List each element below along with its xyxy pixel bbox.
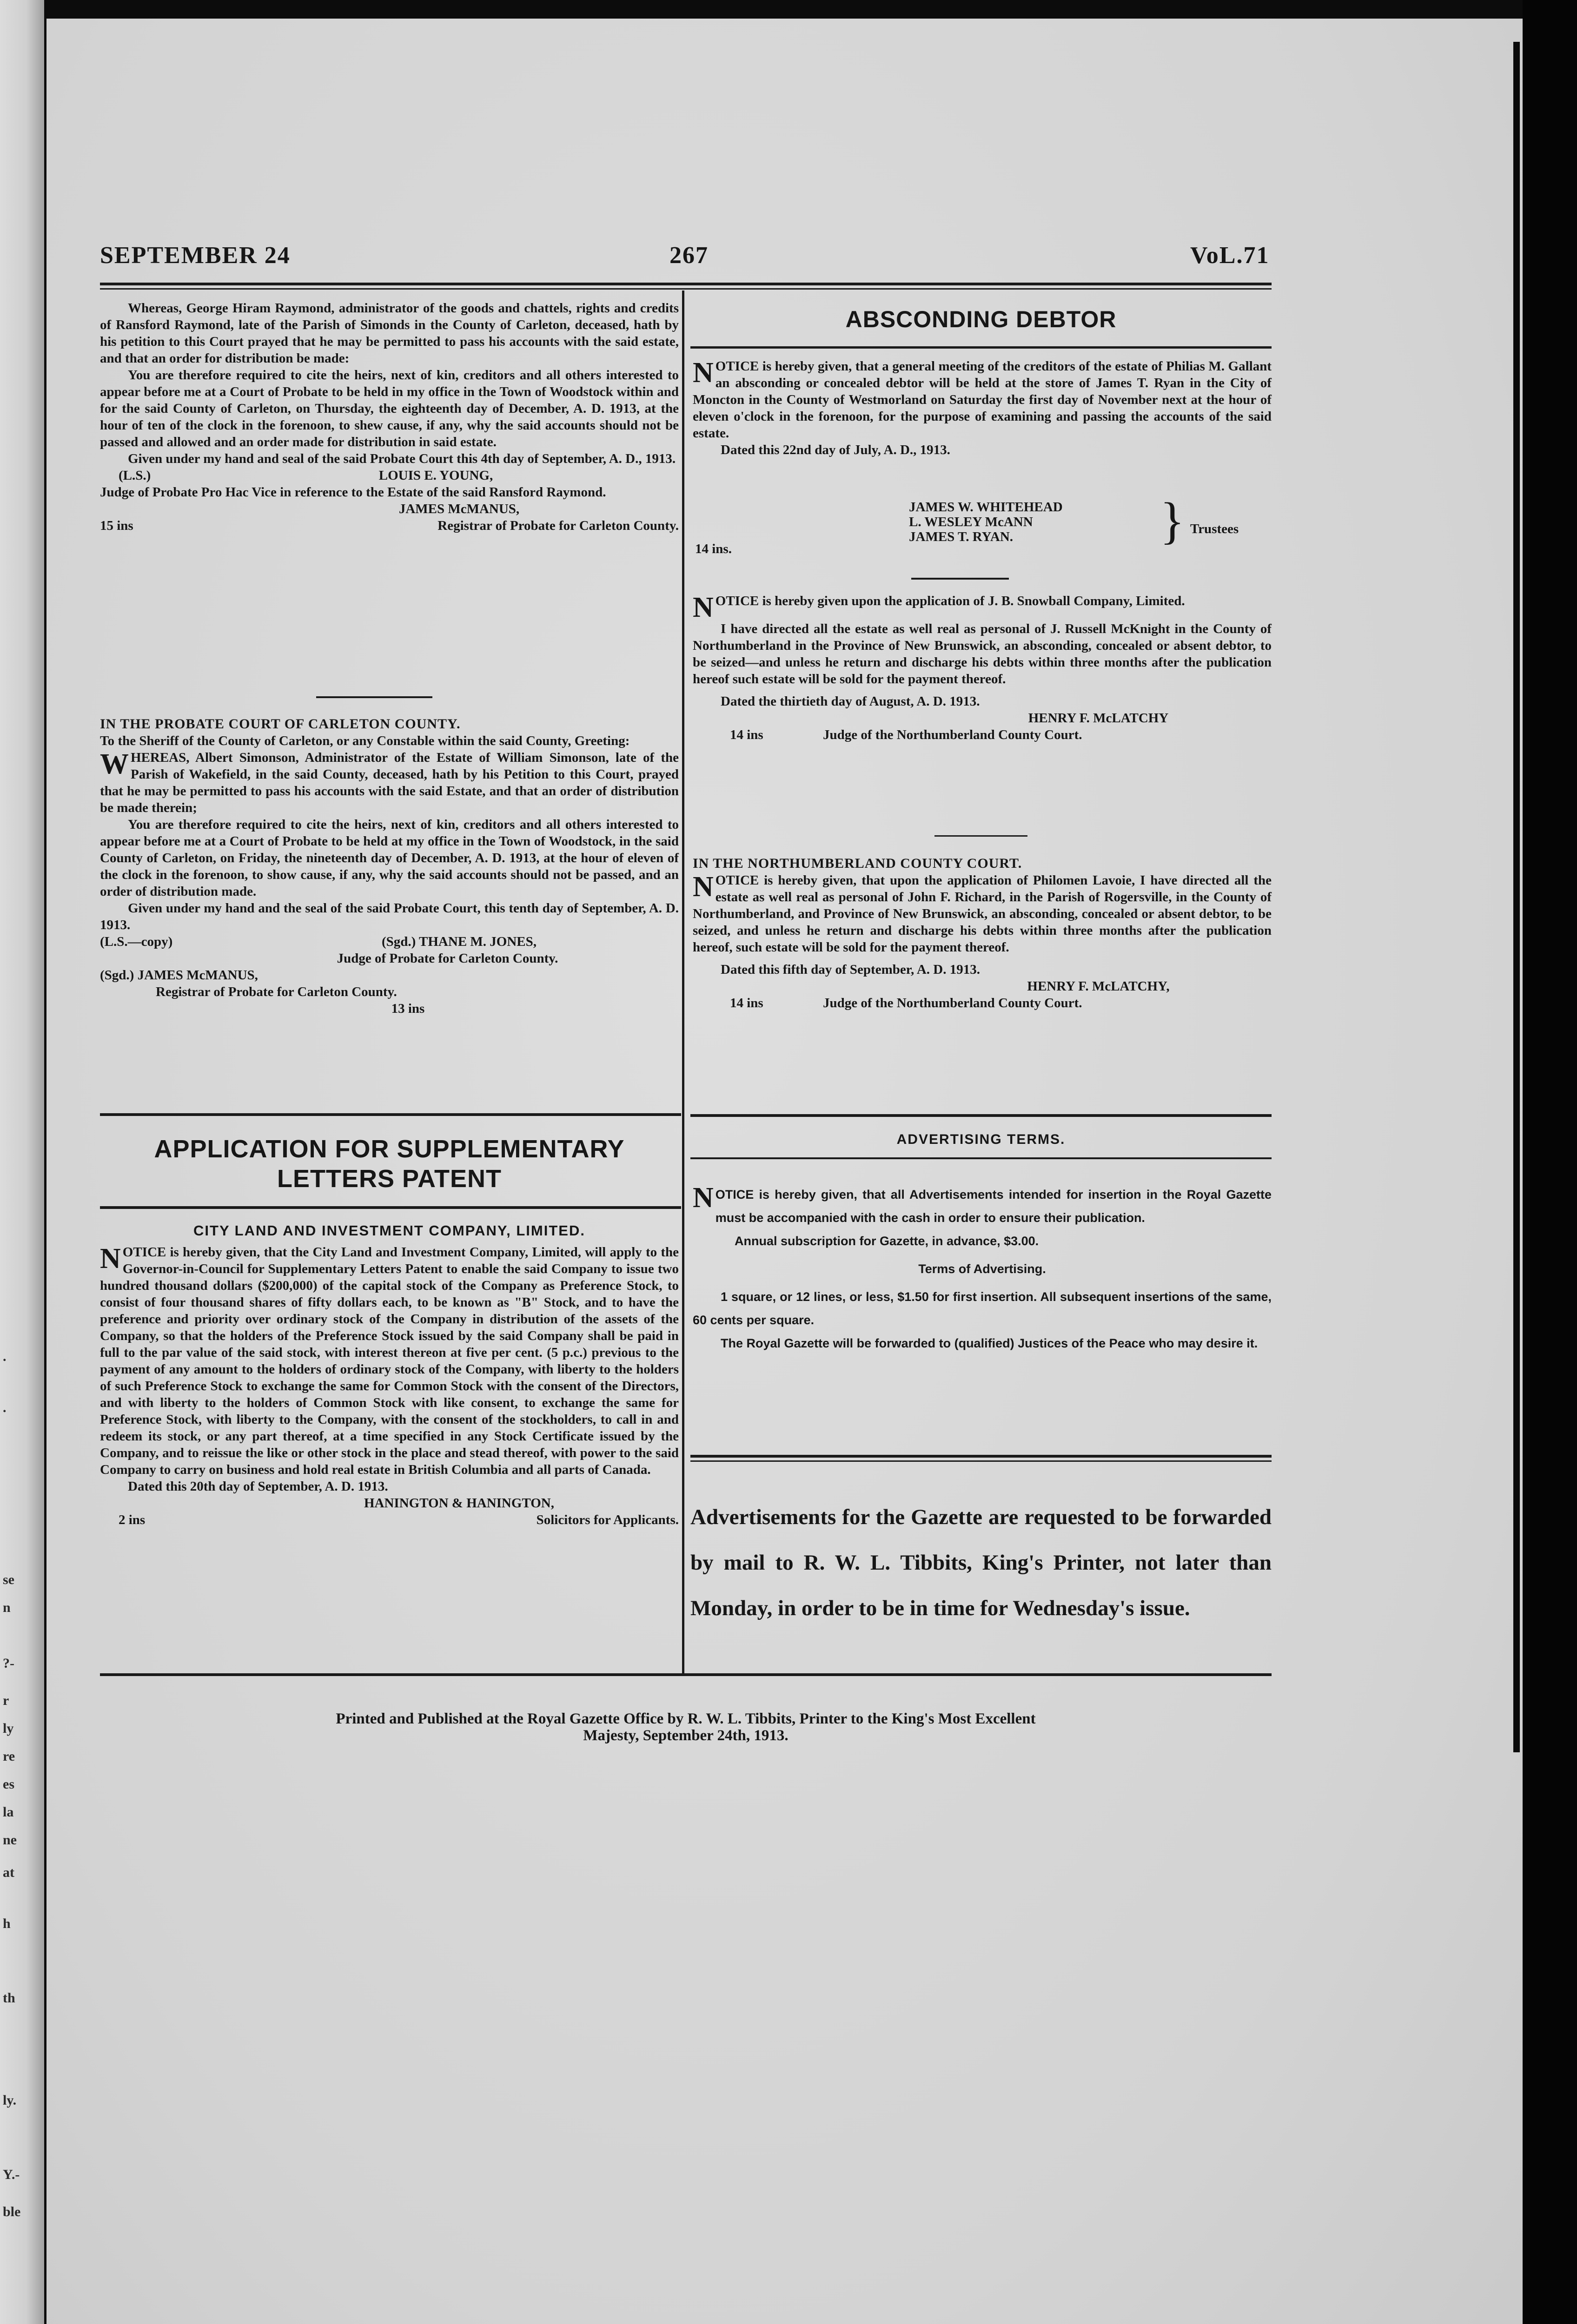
simonson-ins: 13 ins (391, 1001, 425, 1016)
simonson-registrar-title: Registrar of Probate for Carleton County. (156, 984, 397, 999)
snowball-signer: HENRY F. McLATCHY (1028, 711, 1169, 726)
snowball-dated: Dated the thirtieth day of August, A. D. 1913. (721, 694, 980, 709)
northumberland-signer-title: Judge of the Northumberland County Court. (823, 996, 1082, 1010)
margin-fragment: Y.- (3, 2167, 20, 2182)
trustee-1: JAMES W. WHITEHEAD (909, 500, 1063, 515)
application-p1: OTICE is hereby given, that the City Land and Investment Company, Limited, will apply to the Governor-in-Council for Supplementary Letters Patent to enable the said Company to issue two hundred thousand dollars ($200,000) of the capital stock of the Company as Preference Stock, to consist of four thousand shares of fifty dollars each, to be known as "B" Stock, and to have the preference and priority over ordinary stock of the Company in distribution of the assets of the Company, so that the holders of the Preference Stock issued by the said Company shall be paid in full to the par value of the said stock, with interest thereon at five per cent. (5 p.c.) previous to the payment of any amount to the holders of ordinary stock of the Company, with liberty to the holders of such Preference Stock to exchange the same for Common Stock with the consent of the Directors, and with liberty to the holders of Common Stock with like consent, to exchange the same for Preference Stock, with liberty to the Company, with the consent of the stockholders, to call in and redeem its stock, or any part thereof, at a time specified in any Stock Certificate issued by the Company, and to reissue the like or other stock in the place and stead thereof, with power to the said Company to carry on business and hold real estate in British Columbia and all parts of Canada. (100, 1245, 679, 1477)
margin-fragment: ne (3, 1832, 17, 1848)
raymond-registrar: JAMES McMANUS, (398, 502, 520, 516)
application-ins: 2 ins (119, 1512, 146, 1527)
simonson-to: To the Sheriff of the County of Carleton, or any Constable within the said County, Greeting: (100, 733, 630, 748)
absconding-title: ABSCONDING DEBTOR (845, 306, 1117, 332)
snowball-notice (693, 593, 1272, 743)
scan-border (1523, 0, 1577, 2324)
margin-fragment: es (3, 1776, 14, 1792)
footer-line-1: Printed and Published at the Royal Gazette Office by R. W. L. Tibbits, Printer to the King's Most Excellent (336, 1710, 1036, 1727)
margin-fragment: ?- (3, 1656, 14, 1671)
northumberland-court: IN THE NORTHUMBERLAND COUNTY COURT. (693, 856, 1022, 871)
northumberland-p1: OTICE is hereby given, that upon the application of Philomen Lavoie, I have directed all the estate as well real as personal of John F. Richard, in the Parish of Rogersville, in the County of Northumberland, and Province of New Brunswick, an absconding, concealed or absent debtor, to be seized, and unless he return and discharge his debts within three months after the publication hereof, such estate will be sold for the payment thereof. (693, 873, 1272, 955)
raymond-registrar-title: Registrar of Probate for Carleton County. (437, 518, 679, 533)
footer-rule (100, 1673, 1272, 1676)
advertising-rates: 1 square, or 12 lines, or less, $1.50 for first insertion. All subsequent insertions of the same, 60 cents per square. (693, 1290, 1272, 1327)
header-page-number: 267 (669, 242, 709, 269)
section-rule (690, 1157, 1272, 1159)
margin-fragment: ly. (3, 2093, 17, 2108)
margin-fragment: . (3, 1400, 7, 1415)
application-firm: HANINGTON & HANINGTON, (364, 1496, 554, 1511)
raymond-p2: You are therefore required to cite the heirs, next of kin, creditors and all others interested to appear before me at a Court of Probate to be held in my office in the Town of Woodstock within and for the said County of Carleton, on Thursday, the eighteenth day of December, A. D. 1913, at the hour of ten of the clock in the forenoon, to shew cause, if any, why the said accounts should not be passed and allowed and an order made for distribution in said estate. (100, 368, 679, 449)
absconding-ins: 14 ins. (695, 541, 732, 556)
simonson-signer-title: Judge of Probate for Carleton County. (337, 951, 558, 966)
snowball-signer-title: Judge of the Northumberland County Court. (823, 727, 1082, 742)
application-dated: Dated this 20th day of September, A. D. 1913. (128, 1479, 388, 1494)
trustee-3: JAMES T. RYAN. (909, 529, 1014, 544)
margin-fragment: n (3, 1600, 11, 1615)
raymond-signer-title: Judge of Probate Pro Hac Vice in reference to the Estate of the said Ransford Raymond. (100, 485, 606, 500)
northumberland-dated: Dated this fifth day of September, A. D. 1913. (721, 962, 980, 977)
section-rule (100, 1206, 681, 1209)
margin-fragment: r (3, 1693, 9, 1708)
advertising-justices: The Royal Gazette will be forwarded to (qualified) Justices of the Peace who may desire it. (721, 1336, 1258, 1350)
trustees-label: Trustees (1190, 522, 1239, 536)
snowball-p2: I have directed all the estate as well real as personal of J. Russell McKnight in the County of Northumberland in the Province of New Brunswick, an absconding, concealed or absent debtor, to be seized—and unless he return and discharge his debts within three months after the publication hereof such estate will be sold for the payment thereof. (693, 621, 1272, 687)
advertising-title: ADVERTISING TERMS. (896, 1132, 1066, 1147)
section-rule (690, 1455, 1272, 1458)
absconding-notice (693, 358, 1272, 458)
margin-fragment: ble (3, 2204, 21, 2219)
column-divider (682, 290, 684, 1676)
advertising-terms-heading: Terms of Advertising. (918, 1262, 1046, 1276)
application-company: CITY LAND AND INVESTMENT COMPANY, LIMITED. (193, 1222, 585, 1239)
simonson-p1: HEREAS, Albert Simonson, Administrator of the Estate of William Simonson, late of the Parish of Wakefield, in the said County, deceased, hath by his Petition to this Court, prayed that he may be permitted to pass his accounts with the said Estate, and that an order of distribution be made therein; (100, 750, 679, 815)
raymond-ins: 15 ins (100, 518, 133, 533)
section-rule (100, 1113, 681, 1116)
header-volume: VoL.71 (1190, 242, 1270, 269)
snowball-ins: 14 ins (730, 727, 763, 742)
northumberland-dropcap: N (693, 871, 714, 903)
separator-rule (911, 578, 1009, 580)
trustee-brace: } (1160, 492, 1185, 549)
notice-big: Advertisements for the Gazette are requested to be forwarded by mail to R. W. L. Tibbits, King's Printer, not later than Monday, in order to be in time for Wednesday's issue. (690, 1505, 1272, 1620)
simonson-signer: (Sgd.) THANE M. JONES, (381, 934, 537, 949)
margin-fragment: la (3, 1804, 14, 1820)
separator-rule (934, 835, 1027, 837)
simonson-notice (100, 716, 679, 1017)
margin-fragment: re (3, 1749, 15, 1764)
margin-fragment: ly (3, 1721, 14, 1736)
application-dropcap: N (100, 1243, 121, 1274)
simonson-p2: You are therefore required to cite the heirs, next of kin, creditors and all others interested to appear before me at a Court of Probate to be held at my office in the Town of Woodstock, in the said County of Carleton, on Friday, the nineteenth day of December, A. D. 1913, at the hour of eleven of the clock in the forenoon, to show cause, if any, why the said accounts should not be passed, and an order of distribution made. (100, 817, 679, 899)
section-rule (690, 1114, 1272, 1117)
margin-fragment: at (3, 1865, 14, 1880)
simonson-registrar: (Sgd.) JAMES McMANUS, (100, 968, 258, 983)
simonson-dropcap: W (100, 748, 129, 780)
simonson-ls: (L.S.—copy) (100, 934, 173, 949)
snowball-dropcap: N (693, 592, 714, 623)
application-title-2: LETTERS PATENT (277, 1165, 502, 1193)
snowball-p1: OTICE is hereby given upon the application of J. B. Snowball Company, Limited. (715, 594, 1185, 608)
absconding-p1: OTICE is hereby given, that a general meeting of the creditors of the estate of Philias M. Gallant an absconding or concealed debtor will be held at the store of James T. Ryan in the City of Moncton in the County of Westmorland on Saturday the first day of November next at the hour of eleven o'clock in the forenoon, for the purpose of examining and passing the accounts of the said estate. (693, 359, 1272, 441)
page-edge-line (1513, 42, 1520, 1752)
absconding-dated: Dated this 22nd day of July, A. D., 1913. (721, 442, 950, 457)
margin-fragment: th (3, 1990, 15, 2006)
header-date: SEPTEMBER 24 (100, 242, 291, 269)
absconding-dropcap: N (693, 357, 714, 389)
adjacent-page-strip (0, 0, 44, 2324)
advertising-terms (693, 1183, 1272, 1355)
advertising-dropcap: N (693, 1182, 714, 1214)
northumberland-notice (693, 855, 1272, 1011)
advertising-p1: OTICE is hereby given, that all Advertisements intended for insertion in the Royal Gazette must be accompanied with the cash in order to ensure their publication. (715, 1188, 1272, 1225)
footer-line-2: Majesty, September 24th, 1913. (583, 1727, 788, 1744)
simonson-court: IN THE PROBATE COURT OF CARLETON COUNTY. (100, 716, 461, 732)
raymond-ls: (L.S.) (119, 468, 151, 483)
northumberland-ins: 14 ins (730, 996, 763, 1010)
application-firm-title: Solicitors for Applicants. (536, 1512, 679, 1527)
margin-fragment: h (3, 1916, 11, 1931)
advertising-annual: Annual subscription for Gazette, in advance, $3.00. (735, 1234, 1039, 1248)
margin-fragment: se (3, 1572, 14, 1587)
trustee-2: L. WESLEY McANN (909, 515, 1033, 529)
simonson-p3: Given under my hand and the seal of the said Probate Court, this tenth day of September, A. D. 1913. (100, 901, 679, 932)
section-rule (690, 346, 1272, 349)
header-rule (100, 283, 1272, 285)
header-rule-thin (100, 288, 1272, 290)
separator-rule (316, 696, 432, 698)
raymond-p1: Whereas, George Hiram Raymond, administrator of the goods and chattels, rights and credits of Ransford Raymond, late of the Parish of Simonds in the County of Carleton, deceased, hath by his petition to this Court prayed that he may be permitted to pass his accounts with the said estate, and that an order for distribution be made: (100, 301, 679, 366)
section-rule-thin (690, 1460, 1272, 1462)
raymond-p3: Given under my hand and seal of the said Probate Court this 4th day of September, A. D., 1913. (128, 451, 676, 466)
application-notice (100, 1222, 679, 1528)
raymond-signer: LOUIS E. YOUNG, (378, 468, 493, 483)
margin-fragment: . (3, 1349, 7, 1364)
raymond-notice (100, 300, 679, 534)
application-title-1: APPLICATION FOR SUPPLEMENTARY (154, 1135, 625, 1163)
northumberland-signer: HENRY F. McLATCHY, (1027, 979, 1170, 994)
